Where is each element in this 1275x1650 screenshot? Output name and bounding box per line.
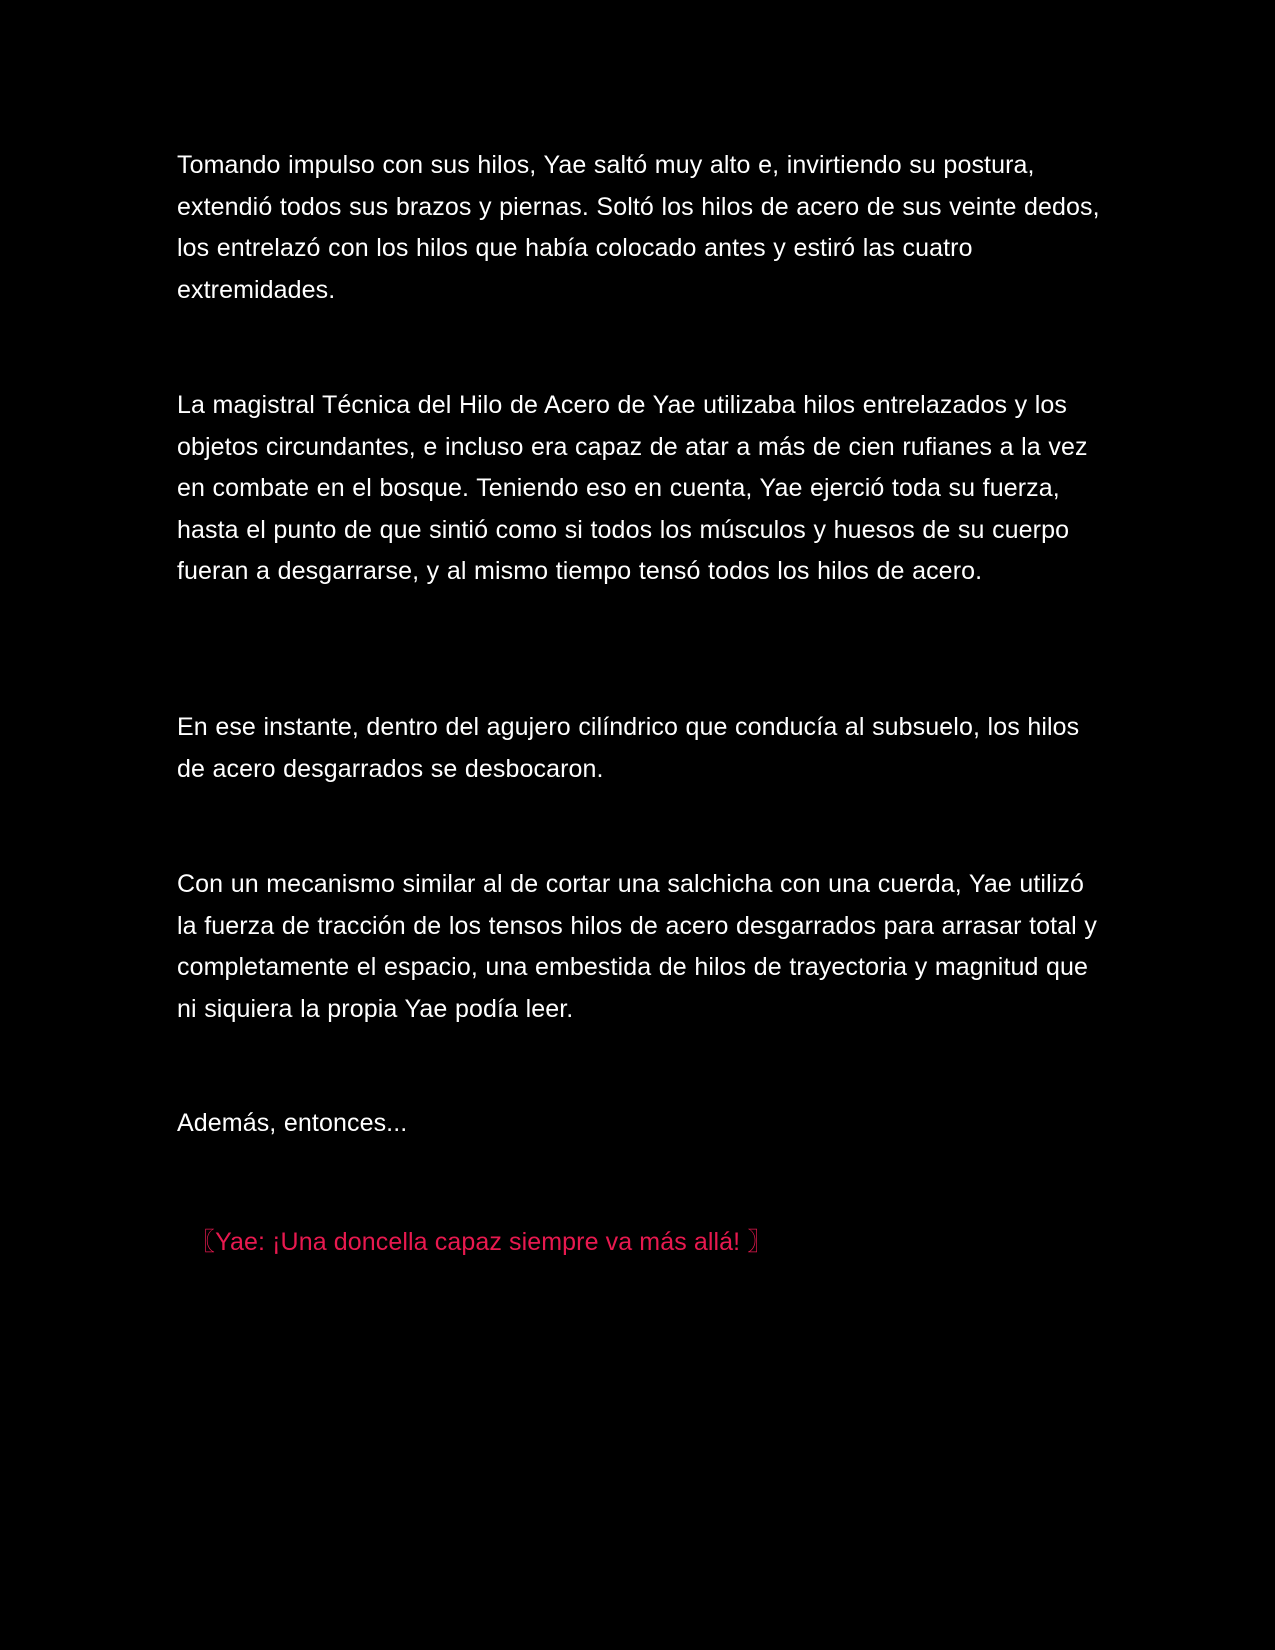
- story-paragraph: Tomando impulso con sus hilos, Yae saltó muy alto e, invirtiendo su postura, extendió todos sus brazos y piernas. Soltó los hilos de acero de sus veinte dedos, los entrelazó con los hilos que había colocado antes y estiró las cuatro extremidades.: [177, 151, 1100, 304]
- story-paragraph: En ese instante, dentro del agujero cilíndrico que conducía al subsuelo, los hilos de acero desgarrados se desbocaron.: [177, 713, 1080, 783]
- story-paragraph: Además, entonces...: [177, 1109, 408, 1137]
- dialogue-line: 〖Yae: ¡Una doncella capaz siempre va más allá! 〗: [190, 1228, 773, 1256]
- story-paragraph: La magistral Técnica del Hilo de Acero de Yae utilizaba hilos entrelazados y los objetos circundantes, e incluso era capaz de atar a más de cien rufianes a la vez en combate en el bosque. Teniendo eso en cuenta, Yae ejerció toda su fuerza, hasta el punto de que sintió como si todos los músculos y huesos de su cuerpo fueran a desgarrarse, y al mismo tiempo tensó todos los hilos de acero.: [177, 391, 1088, 585]
- story-paragraph: Con un mecanismo similar al de cortar una salchicha con una cuerda, Yae utilizó la fuerza de tracción de los tensos hilos de acero desgarrados para arrasar total y completamente el espacio, una embestida de hilos de trayectoria y magnitud que ni siquiera la propia Yae podía leer.: [177, 870, 1097, 1023]
